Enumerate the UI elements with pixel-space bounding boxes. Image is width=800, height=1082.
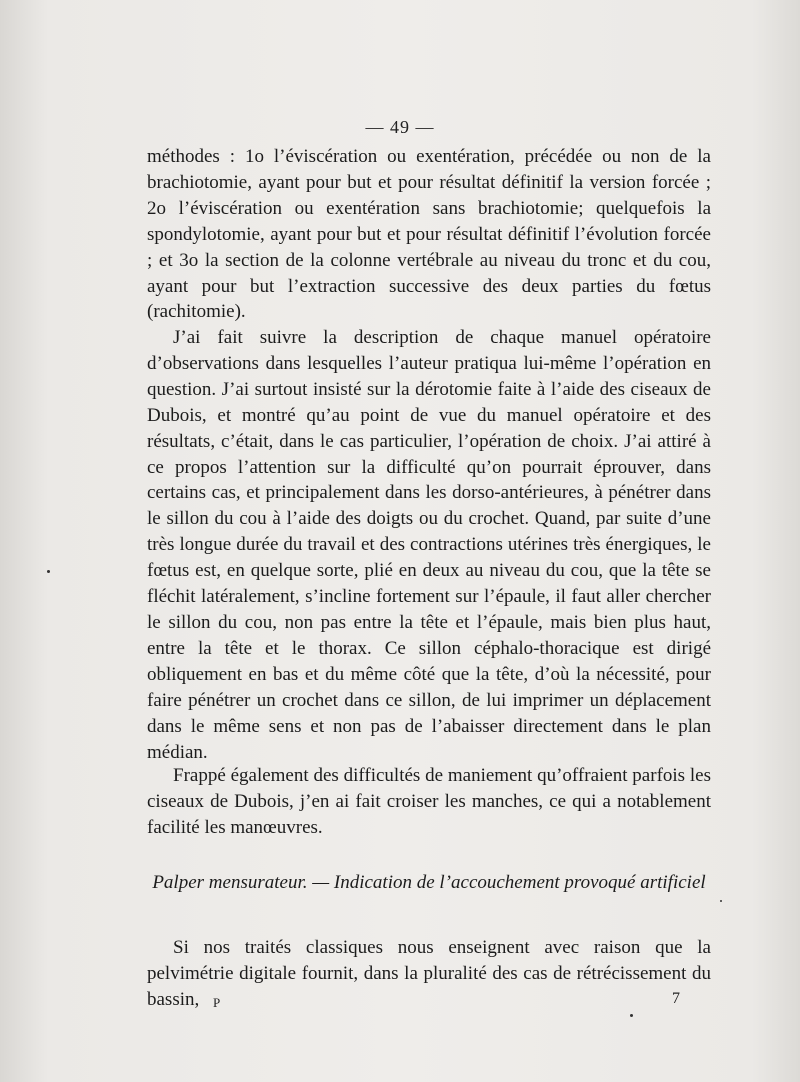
paragraph-3: Frappé également des difficultés de maniement qu’offraient parfois les ciseaux de Dubois, j’en ai fait croiser les manches, ce qui a notablement facilité les manœuvres. <box>147 765 711 838</box>
section-heading: Palper mensurateur. — Indication de l’accouchement provoqué artificiel <box>152 872 706 893</box>
signature-mark: P <box>213 995 221 1010</box>
print-speck <box>630 1014 633 1017</box>
print-speck <box>720 900 722 902</box>
folio-number: 7 <box>672 990 680 1007</box>
page-number: — 49 — <box>365 117 435 137</box>
print-speck <box>47 570 50 573</box>
paragraph-2: J’ai fait suivre la description de chaque manuel opératoire d’observations dans lesquelles l’auteur pratiqua lui-même l’opération en question. J’ai surtout insisté sur la dérotomie faite à l’aide des ciseaux de Dubois, et montré qu’au point de vue du manuel opératoire et des résultats, c’était, dans le cas particulier, l’opération de choix. J’ai attiré à ce propos l’attention sur la difficulté qu’on pourrait éprouver, dans certains cas, et principalement dans les dorso-antérieures, à pénétrer dans le sillon du cou à l’aide des doigts ou du crochet. Quand, par suite d’une très longue durée du travail et des contractions utérines très énergiques, le fœtus est, en quelque sorte, plié en deux au niveau du cou, que la tête se fléchit latéralement, s’incline fortement sur l’épaule, il faut aller chercher le sillon du cou, non pas entre la tête et l’épaule, mais bien plus haut, entre la tête et le thorax. Ce sillon céphalo-thoracique est dirigé obliquement en bas et du même côté que la tête, d’où la nécessité, pour faire pénétrer un crochet dans ce sillon, de lui imprimer un déplacement dans le même sens et non pas de l’abaisser directement dans le plan médian. <box>147 327 711 763</box>
paragraph-1: méthodes : 1o l’éviscération ou exentération, précédée ou non de la brachiotomie, ayant pour but et pour résultat définitif la version forcée ; 2o l’éviscération ou exentération sans brachiotomie; quelquefois la spondylotomie, ayant pour but et pour résultat définitif l’évolution forcée ; et 3o la section de la colonne vertébrale au niveau du tronc et du cou, ayant pour but l’extraction successive des deux parties du fœtus (rachitomie). <box>147 146 711 323</box>
paragraph-4: Si nos traités classiques nous enseignent avec raison que la pelvimétrie digitale fournit, dans la pluralité des cas de rétrécissement du bassin, <box>147 937 711 1010</box>
